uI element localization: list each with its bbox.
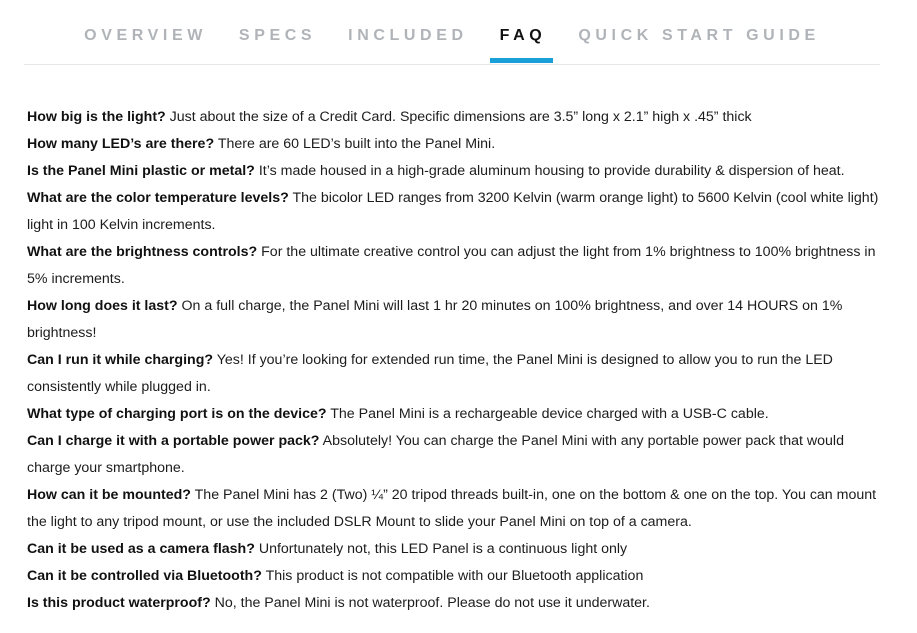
faq-question: How can it be mounted? [27, 487, 191, 503]
faq-answer: The Panel Mini is a rechargeable device charged with a USB-C cable. [330, 406, 769, 422]
faq-question: Can it be controlled via Bluetooth? [27, 568, 262, 584]
faq-item-material [27, 158, 889, 185]
product-tab-bar [24, 0, 880, 65]
faq-answer: No, the Panel Mini is not waterproof. Please do not use it underwater. [214, 595, 650, 611]
faq-answer: It’s made housed in a high-grade aluminum housing to provide durability & dispersion of heat. [258, 163, 845, 179]
faq-question: Is the Panel Mini plastic or metal? [27, 163, 255, 179]
faq-question: What type of charging port is on the device? [27, 406, 327, 422]
tab-quick-start-guide[interactable]: QUICK START GUIDE [578, 27, 820, 44]
faq-item-size [27, 104, 889, 131]
faq-question: What are the color temperature levels? [27, 190, 289, 206]
faq-question: Can it be used as a camera flash? [27, 541, 255, 557]
faq-question: Is this product waterproof? [27, 595, 211, 611]
faq-question: How long does it last? [27, 298, 178, 314]
faq-item-mounting [27, 482, 889, 536]
tab-included[interactable]: INCLUDED [348, 27, 468, 44]
faq-item-camera-flash [27, 536, 889, 563]
faq-answer: Just about the size of a Credit Card. Specific dimensions are 3.5” long x 2.1” high x .45” thick [169, 109, 752, 125]
tab-faq[interactable]: FAQ [500, 0, 547, 37]
faq-answer: On a full charge, the Panel Mini will last 1 hr 20 minutes on 100% brightness, and over 14 HOURS on 1% brightness! [27, 298, 843, 341]
faq-answer: The bicolor LED ranges from 3200 Kelvin (warm orange light) to 5600 Kelvin (cool white light) light in 100 Kelvin increments. [27, 190, 879, 233]
tab-specs[interactable]: SPECS [238, 27, 317, 44]
tab-overview[interactable]: OVERVIEW [84, 27, 207, 44]
faq-item-battery-life [27, 293, 889, 347]
faq-question: Can I run it while charging? [27, 352, 214, 368]
faq-question: Can I charge it with a portable power pack? [27, 433, 320, 449]
faq-item-run-while-charging [27, 347, 889, 401]
faq-item-charging-port [27, 401, 889, 428]
faq-answer: Yes! If you’re looking for extended run time, the Panel Mini is designed to allow you to run the LED consistently while plugged in. [27, 352, 833, 395]
faq-list [27, 104, 889, 617]
faq-answer: Unfortunately not, this LED Panel is a continuous light only [258, 541, 628, 557]
faq-item-bluetooth [27, 563, 889, 590]
faq-answer: There are 60 LED’s built into the Panel Mini. [217, 136, 496, 152]
faq-item-led-count [27, 131, 889, 158]
faq-answer: Absolutely! You can charge the Panel Mini with any portable power pack that would charge your smartphone. [27, 433, 844, 476]
faq-item-color-temperature [27, 185, 889, 239]
faq-question: How many LED’s are there? [27, 136, 215, 152]
faq-item-power-pack [27, 428, 889, 482]
faq-answer: For the ultimate creative control you can adjust the light from 1% brightness to 100% brightness in 5% increments. [27, 244, 876, 287]
faq-answer: This product is not compatible with our Bluetooth application [265, 568, 644, 584]
faq-question: What are the brightness controls? [27, 244, 258, 260]
faq-question: How big is the light? [27, 109, 166, 125]
faq-item-waterproof [27, 590, 889, 617]
faq-answer: The Panel Mini has 2 (Two) ¼” 20 tripod threads built-in, one on the bottom & one on the top. You can mount the light to any tripod mount, or use the included DSLR Mount to slide your Panel Mini on top of a camera. [27, 487, 877, 530]
faq-item-brightness [27, 239, 889, 293]
